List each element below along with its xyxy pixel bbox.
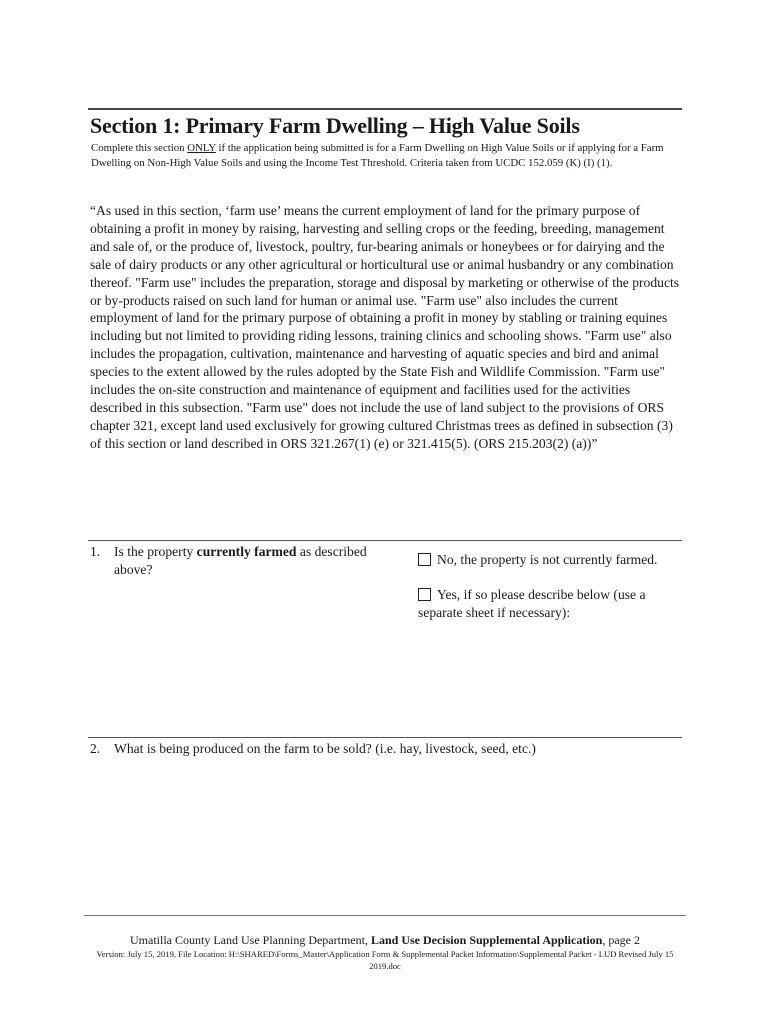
footer-title: [0, 933, 770, 948]
farm-use-definition: “As used in this section, ‘farm use’ means the current employment of land for the primary purpose of obtaining a profit in money by raising, harvesting and selling crops or the feeding, breeding, management and sale of, or the produce of, livestock, poultry, fur-bearing animals or honeybees or for dairying and the sale of dairy products or any other agricultural or horticultural use or animal husbandry or any combination thereof. "Farm use" includes the preparation, storage and disposal by marketing or otherwise of the products or by-products raised on such land for human or animal use. "Farm use" also includes the current employment of land for the primary purpose of obtaining a profit in money by stabling or training equines including but not limited to providing riding lessons, training clinics and schooling shows. "Farm use" also includes the propagation, cultivation, maintenance and harvesting of aquatic species and bird and animal species to the extent allowed by the rules adopted by the State Fish and Wildlife Commission. "Farm use" includes the on-site construction and maintenance of equipment and facilities used for the activities described in this subsection. "Farm use" does not include the use of land subject to the provisions of ORS chapter 321, except land used exclusively for growing cultured Christmas trees as defined in subsection (3) of this section or land described in ORS 321.267(1) (e) or 321.415(5). (ORS 215.203(2) (a))”: [90, 203, 680, 451]
farmed-label: Yes, if so please describe below (use a separate sheet if necessary):: [418, 587, 646, 620]
not-farmed-checkbox[interactable]: [418, 553, 431, 566]
question2-text: What is being produced on the farm to be sold? (i.e. hay, livestock, seed, etc.): [114, 741, 536, 756]
option-not-farmed: [418, 551, 698, 569]
footer-app-name: Land Use Decision Supplemental Application: [370, 933, 603, 947]
question2-number: 2.: [90, 741, 101, 756]
question1-text-after: as described above?: [114, 544, 367, 577]
footer-rule: [84, 915, 686, 916]
question2-rule: [88, 737, 682, 738]
question1-text: [114, 543, 374, 578]
intro-text-before: Complete this section: [91, 142, 188, 154]
question1-number: 1.: [90, 544, 101, 559]
footer-page: , page 2: [602, 933, 640, 947]
question1-text-before: Is the property: [114, 544, 197, 559]
footer-version: Version: July 15, 2019, File Location: H:\SHARED\Forms_Master\Application Form & Supplemental Packet Information\Supplemental Packet - LUD Revised July 15 2019.doc: [96, 949, 674, 971]
section-intro: [91, 141, 681, 171]
not-farmed-label: No, the property is not currently farmed.: [437, 552, 658, 567]
section-title: Section 1: Primary Farm Dwelling – High Value Soils: [90, 113, 580, 138]
option-farmed: [418, 586, 688, 621]
question1-text-bold: currently farmed: [196, 544, 297, 559]
intro-text-after: if the application being submitted is for a Farm Dwelling on High Value Soils or if applying for a Farm Dwelling on Non-High Value Soils and using the Income Test Threshold. Criteria taken from UCDC 152.059 (K) (I) (1).: [91, 142, 664, 169]
intro-emphasis: ONLY: [187, 142, 216, 154]
question1-rule: [88, 540, 682, 541]
farmed-checkbox[interactable]: [418, 588, 431, 601]
section-top-rule: [88, 108, 682, 110]
footer-department: Umatilla County Land Use Planning Department,: [130, 933, 371, 947]
